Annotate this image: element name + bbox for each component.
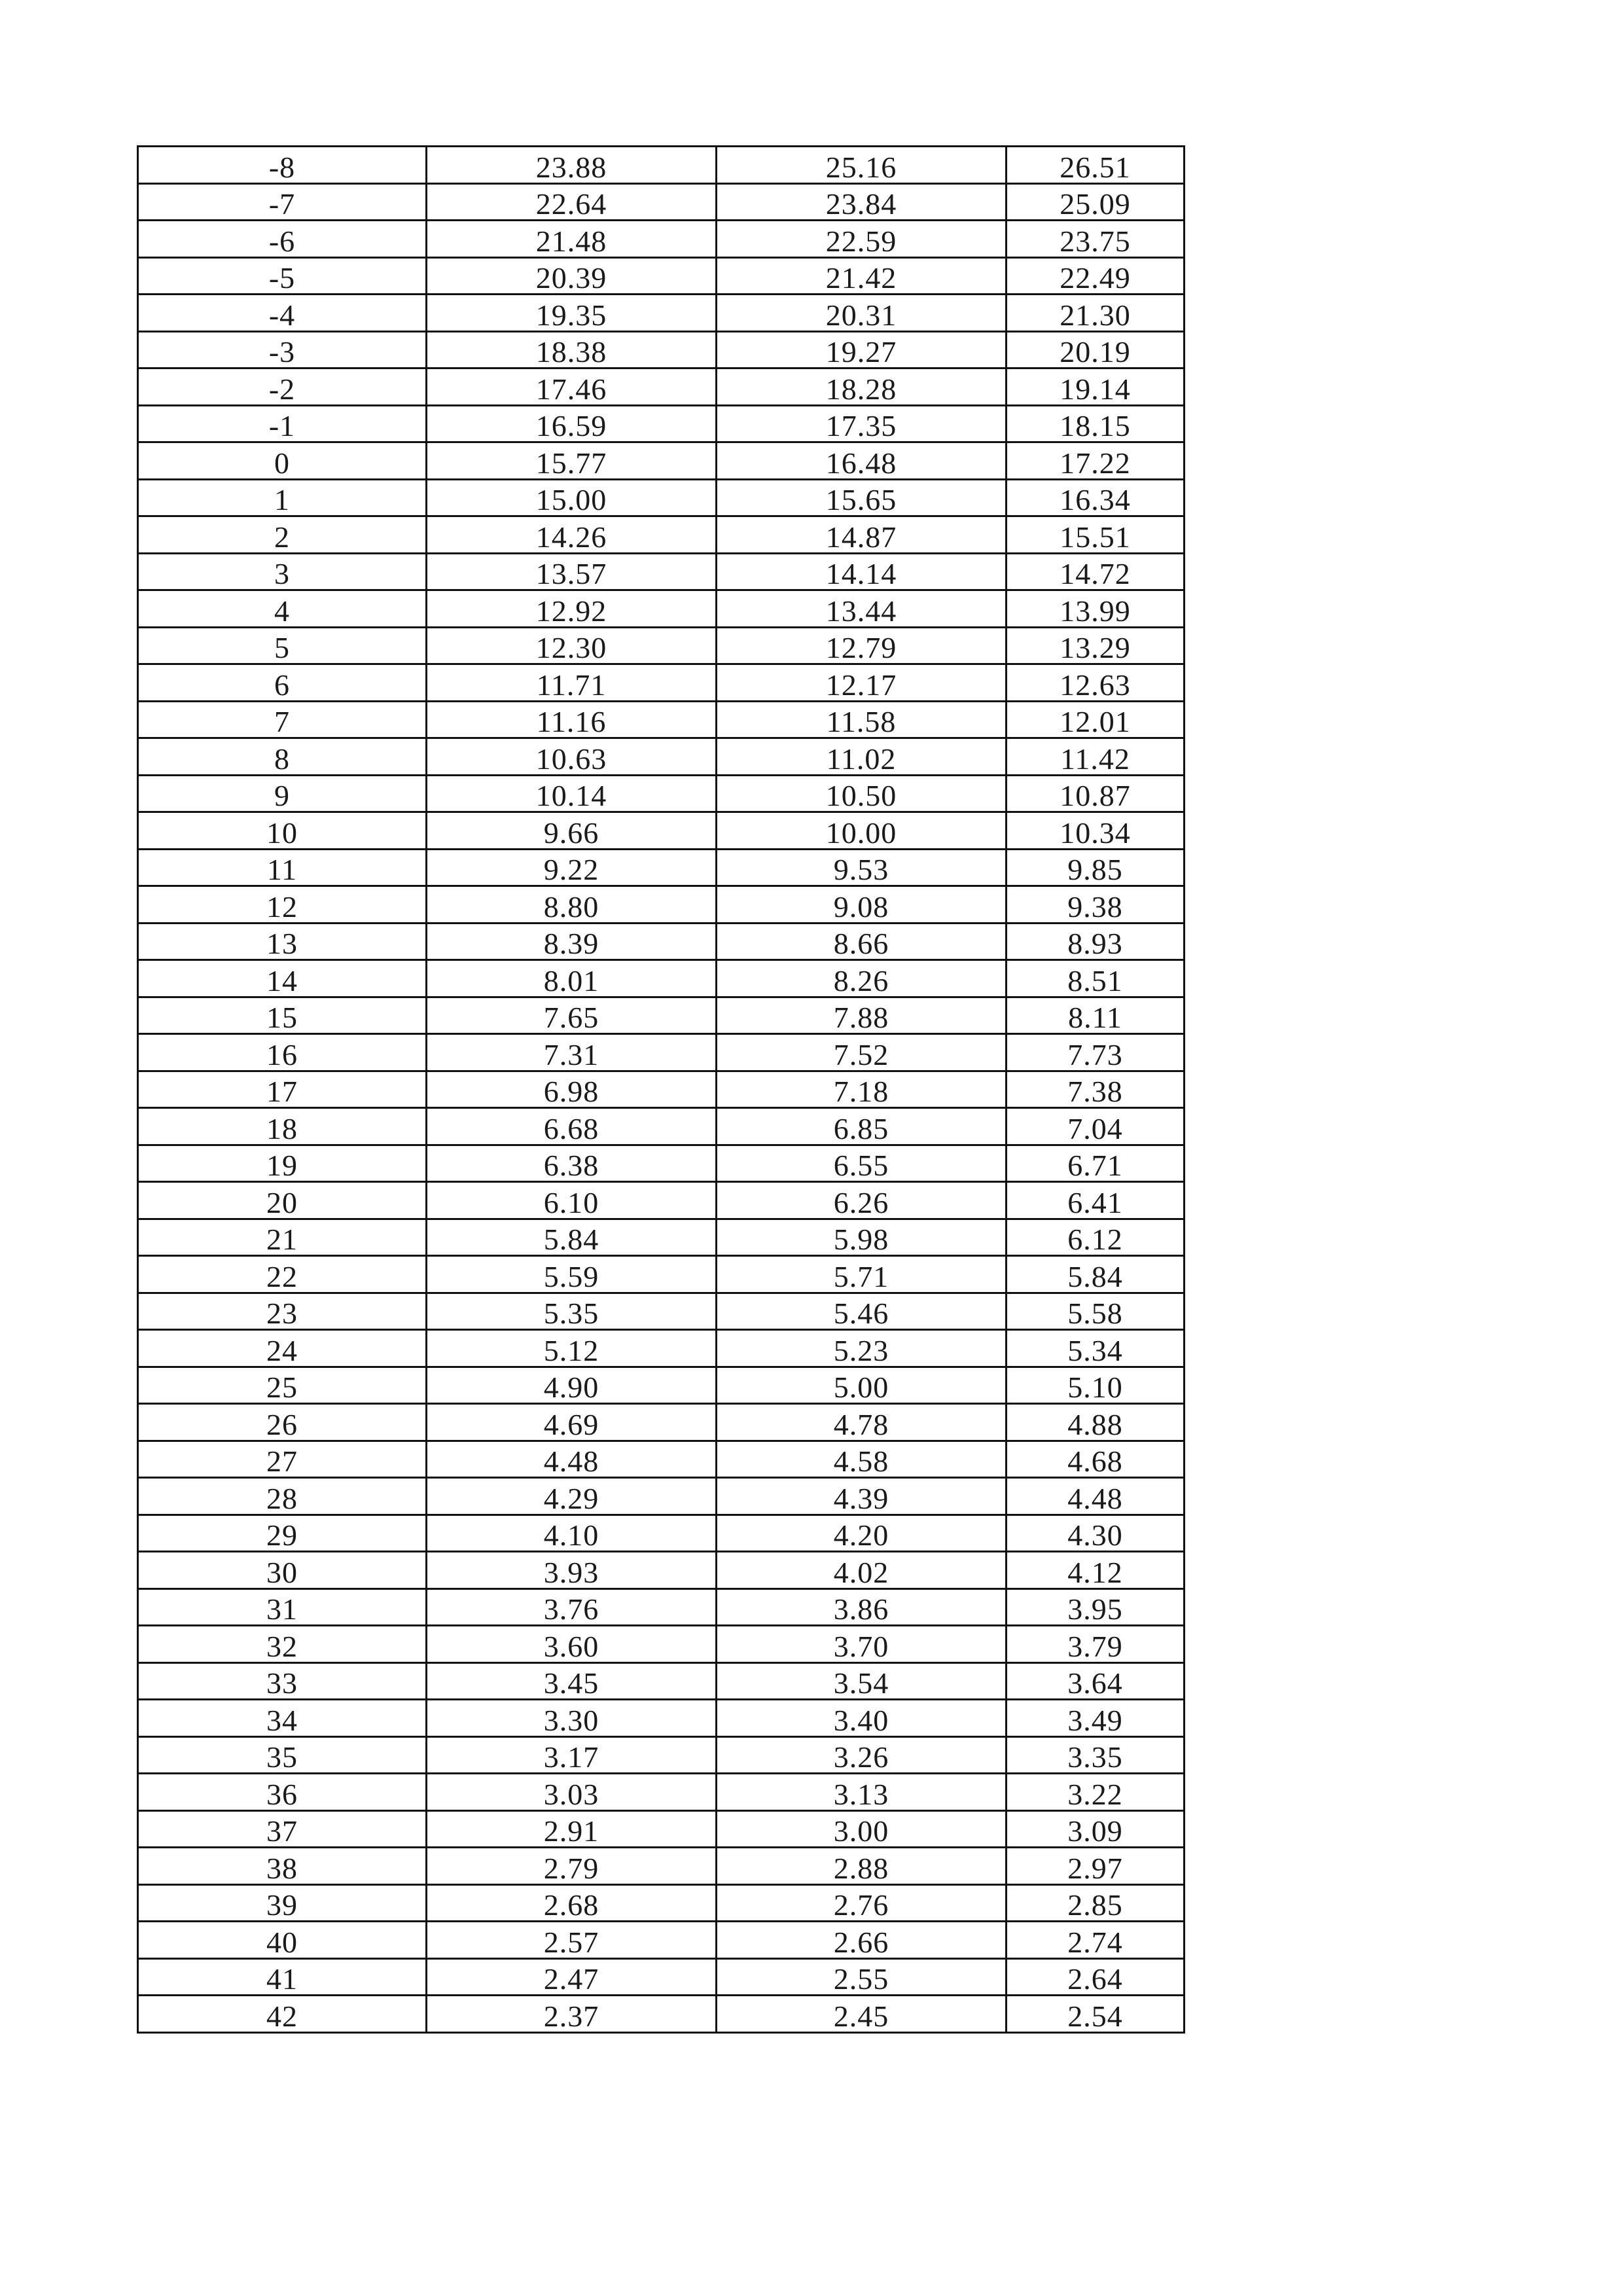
value-cell-c: 4.12 [1007,1552,1185,1589]
value-cell-b: 7.18 [717,1071,1007,1108]
value-cell-b: 21.42 [717,257,1007,295]
table-row [138,1330,1185,1367]
value-cell-b: 13.44 [717,590,1007,628]
value-cell-b: 5.98 [717,1219,1007,1256]
value-cell-a: 5.84 [427,1219,717,1256]
value-cell-a: 4.90 [427,1367,717,1404]
table-row [138,1108,1185,1145]
row-key-cell: 16 [138,1034,427,1071]
value-cell-c: 8.51 [1007,960,1185,997]
row-key-cell: 37 [138,1810,427,1848]
value-cell-a: 2.37 [427,1996,717,2033]
row-key-cell: 32 [138,1626,427,1663]
value-cell-a: 10.63 [427,738,717,776]
row-key-cell: 3 [138,553,427,590]
table-row [138,1182,1185,1219]
table-body [138,147,1185,2033]
table-row [138,849,1185,886]
value-cell-a: 6.38 [427,1145,717,1182]
table-row [138,368,1185,406]
table-row [138,1256,1185,1293]
value-cell-a: 3.45 [427,1662,717,1700]
value-cell-b: 7.52 [717,1034,1007,1071]
value-cell-c: 10.34 [1007,812,1185,850]
value-cell-c: 3.95 [1007,1588,1185,1626]
value-cell-c: 6.12 [1007,1219,1185,1256]
value-cell-b: 12.79 [717,627,1007,664]
value-cell-b: 11.58 [717,701,1007,738]
value-cell-c: 20.19 [1007,331,1185,368]
value-cell-b: 3.40 [717,1700,1007,1737]
data-table [137,145,1185,2034]
value-cell-c: 3.09 [1007,1810,1185,1848]
value-cell-c: 2.54 [1007,1996,1185,2033]
value-cell-b: 3.54 [717,1662,1007,1700]
value-cell-b: 23.84 [717,183,1007,221]
value-cell-c: 4.30 [1007,1515,1185,1552]
value-cell-a: 3.76 [427,1588,717,1626]
value-cell-c: 7.73 [1007,1034,1185,1071]
row-key-cell: 31 [138,1588,427,1626]
row-key-cell: 21 [138,1219,427,1256]
value-cell-b: 9.08 [717,886,1007,924]
value-cell-c: 2.97 [1007,1848,1185,1885]
table-row [138,553,1185,590]
table-row [138,221,1185,258]
value-cell-c: 4.48 [1007,1478,1185,1515]
row-key-cell: 33 [138,1662,427,1700]
row-key-cell: 11 [138,849,427,886]
value-cell-a: 3.17 [427,1736,717,1774]
row-key-cell: -2 [138,368,427,406]
value-cell-b: 14.14 [717,553,1007,590]
value-cell-a: 4.69 [427,1404,717,1441]
value-cell-b: 15.65 [717,479,1007,516]
row-key-cell: -5 [138,257,427,295]
value-cell-a: 3.93 [427,1552,717,1589]
table-row [138,1700,1185,1737]
row-key-cell: 4 [138,590,427,628]
table-row [138,147,1185,184]
value-cell-c: 5.34 [1007,1330,1185,1367]
value-cell-c: 15.51 [1007,516,1185,554]
value-cell-a: 14.26 [427,516,717,554]
value-cell-b: 2.55 [717,1958,1007,1996]
value-cell-a: 11.16 [427,701,717,738]
row-key-cell: 6 [138,664,427,702]
value-cell-a: 22.64 [427,183,717,221]
value-cell-b: 4.02 [717,1552,1007,1589]
row-key-cell: -6 [138,221,427,258]
value-cell-c: 6.71 [1007,1145,1185,1182]
row-key-cell: 42 [138,1996,427,2033]
row-key-cell: 17 [138,1071,427,1108]
table-row [138,516,1185,554]
value-cell-a: 3.60 [427,1626,717,1663]
table-row [138,1441,1185,1478]
value-cell-a: 10.14 [427,775,717,812]
table-row [138,257,1185,295]
value-cell-b: 10.50 [717,775,1007,812]
value-cell-a: 13.57 [427,553,717,590]
value-cell-a: 21.48 [427,221,717,258]
value-cell-b: 3.86 [717,1588,1007,1626]
row-key-cell: 22 [138,1256,427,1293]
row-key-cell: 2 [138,516,427,554]
table-row [138,405,1185,442]
row-key-cell: 25 [138,1367,427,1404]
value-cell-c: 2.85 [1007,1884,1185,1922]
row-key-cell: 41 [138,1958,427,1996]
value-cell-c: 26.51 [1007,147,1185,184]
value-cell-a: 16.59 [427,405,717,442]
value-cell-a: 6.10 [427,1182,717,1219]
row-key-cell: 12 [138,886,427,924]
value-cell-b: 8.66 [717,923,1007,960]
row-key-cell: 34 [138,1700,427,1737]
value-cell-c: 17.22 [1007,442,1185,480]
value-cell-b: 3.00 [717,1810,1007,1848]
value-cell-b: 8.26 [717,960,1007,997]
row-key-cell: 27 [138,1441,427,1478]
value-cell-a: 7.65 [427,997,717,1034]
row-key-cell: 0 [138,442,427,480]
table-row [138,1810,1185,1848]
value-cell-c: 3.79 [1007,1626,1185,1663]
value-cell-b: 20.31 [717,295,1007,332]
table-row [138,1145,1185,1182]
value-cell-a: 9.22 [427,849,717,886]
value-cell-b: 19.27 [717,331,1007,368]
row-key-cell: 5 [138,627,427,664]
value-cell-b: 5.46 [717,1293,1007,1330]
table-row [138,1922,1185,1959]
value-cell-b: 3.13 [717,1774,1007,1811]
value-cell-c: 25.09 [1007,183,1185,221]
row-key-cell: 38 [138,1848,427,1885]
row-key-cell: 40 [138,1922,427,1959]
row-key-cell: 8 [138,738,427,776]
table-row [138,1552,1185,1589]
value-cell-b: 4.58 [717,1441,1007,1478]
value-cell-c: 14.72 [1007,553,1185,590]
table-row [138,960,1185,997]
table-row [138,664,1185,702]
value-cell-b: 18.28 [717,368,1007,406]
row-key-cell: -7 [138,183,427,221]
value-cell-b: 5.71 [717,1256,1007,1293]
value-cell-b: 4.78 [717,1404,1007,1441]
value-cell-b: 14.87 [717,516,1007,554]
row-key-cell: -4 [138,295,427,332]
value-cell-b: 5.00 [717,1367,1007,1404]
row-key-cell: 13 [138,923,427,960]
value-cell-a: 18.38 [427,331,717,368]
table-row [138,1774,1185,1811]
row-key-cell: -8 [138,147,427,184]
table-row [138,1367,1185,1404]
table-row [138,183,1185,221]
value-cell-a: 8.80 [427,886,717,924]
value-cell-b: 4.39 [717,1478,1007,1515]
table-row [138,479,1185,516]
table-row [138,1626,1185,1663]
row-key-cell: -1 [138,405,427,442]
table-row [138,295,1185,332]
value-cell-a: 20.39 [427,257,717,295]
value-cell-c: 16.34 [1007,479,1185,516]
value-cell-a: 5.35 [427,1293,717,1330]
row-key-cell: 28 [138,1478,427,1515]
value-cell-b: 25.16 [717,147,1007,184]
value-cell-a: 5.12 [427,1330,717,1367]
value-cell-a: 7.31 [427,1034,717,1071]
value-cell-c: 2.64 [1007,1958,1185,1996]
value-cell-c: 6.41 [1007,1182,1185,1219]
value-cell-a: 15.77 [427,442,717,480]
value-cell-c: 4.68 [1007,1441,1185,1478]
value-cell-c: 5.58 [1007,1293,1185,1330]
value-cell-a: 2.79 [427,1848,717,1885]
table-row [138,1588,1185,1626]
table-row [138,886,1185,924]
value-cell-c: 7.38 [1007,1071,1185,1108]
table-row [138,1515,1185,1552]
row-key-cell: 20 [138,1182,427,1219]
table-row [138,1404,1185,1441]
value-cell-b: 3.70 [717,1626,1007,1663]
row-key-cell: 36 [138,1774,427,1811]
value-cell-a: 3.30 [427,1700,717,1737]
value-cell-c: 9.38 [1007,886,1185,924]
value-cell-b: 12.17 [717,664,1007,702]
value-cell-c: 7.04 [1007,1108,1185,1145]
row-key-cell: 26 [138,1404,427,1441]
value-cell-b: 11.02 [717,738,1007,776]
row-key-cell: 1 [138,479,427,516]
value-cell-c: 3.22 [1007,1774,1185,1811]
table-row [138,1884,1185,1922]
row-key-cell: 9 [138,775,427,812]
value-cell-b: 6.55 [717,1145,1007,1182]
table-row [138,812,1185,850]
table-row [138,1071,1185,1108]
table-row [138,1996,1185,2033]
value-cell-a: 2.68 [427,1884,717,1922]
value-cell-b: 9.53 [717,849,1007,886]
row-key-cell: 39 [138,1884,427,1922]
value-cell-a: 12.92 [427,590,717,628]
table-row [138,775,1185,812]
row-key-cell: 30 [138,1552,427,1589]
table-row [138,1662,1185,1700]
row-key-cell: -3 [138,331,427,368]
value-cell-c: 9.85 [1007,849,1185,886]
table-row [138,923,1185,960]
value-cell-a: 2.91 [427,1810,717,1848]
value-cell-b: 3.26 [717,1736,1007,1774]
value-cell-a: 8.01 [427,960,717,997]
value-cell-c: 22.49 [1007,257,1185,295]
value-cell-c: 2.74 [1007,1922,1185,1959]
table-row [138,738,1185,776]
value-cell-a: 6.98 [427,1071,717,1108]
value-cell-a: 2.57 [427,1922,717,1959]
table-row [138,1478,1185,1515]
value-cell-c: 3.35 [1007,1736,1185,1774]
value-cell-b: 16.48 [717,442,1007,480]
value-cell-c: 8.11 [1007,997,1185,1034]
table-row [138,701,1185,738]
table-row [138,1293,1185,1330]
value-cell-b: 17.35 [717,405,1007,442]
value-cell-b: 2.76 [717,1884,1007,1922]
value-cell-a: 3.03 [427,1774,717,1811]
value-cell-c: 8.93 [1007,923,1185,960]
value-cell-c: 19.14 [1007,368,1185,406]
value-cell-a: 4.48 [427,1441,717,1478]
table-row [138,1848,1185,1885]
value-cell-a: 19.35 [427,295,717,332]
row-key-cell: 15 [138,997,427,1034]
table-row [138,1736,1185,1774]
row-key-cell: 10 [138,812,427,850]
value-cell-c: 4.88 [1007,1404,1185,1441]
value-cell-b: 2.45 [717,1996,1007,2033]
row-key-cell: 24 [138,1330,427,1367]
value-cell-b: 22.59 [717,221,1007,258]
value-cell-a: 4.29 [427,1478,717,1515]
value-cell-b: 5.23 [717,1330,1007,1367]
row-key-cell: 14 [138,960,427,997]
value-cell-a: 6.68 [427,1108,717,1145]
value-cell-c: 12.63 [1007,664,1185,702]
table-row [138,627,1185,664]
row-key-cell: 23 [138,1293,427,1330]
value-cell-b: 6.26 [717,1182,1007,1219]
value-cell-c: 11.42 [1007,738,1185,776]
row-key-cell: 19 [138,1145,427,1182]
value-cell-b: 4.20 [717,1515,1007,1552]
value-cell-c: 12.01 [1007,701,1185,738]
value-cell-b: 2.66 [717,1922,1007,1959]
value-cell-b: 10.00 [717,812,1007,850]
value-cell-c: 18.15 [1007,405,1185,442]
table-row [138,1958,1185,1996]
value-cell-c: 13.99 [1007,590,1185,628]
row-key-cell: 35 [138,1736,427,1774]
value-cell-b: 2.88 [717,1848,1007,1885]
value-cell-b: 7.88 [717,997,1007,1034]
value-cell-a: 15.00 [427,479,717,516]
value-cell-c: 5.10 [1007,1367,1185,1404]
value-cell-c: 23.75 [1007,221,1185,258]
value-cell-a: 2.47 [427,1958,717,1996]
row-key-cell: 7 [138,701,427,738]
value-cell-c: 3.64 [1007,1662,1185,1700]
value-cell-c: 10.87 [1007,775,1185,812]
value-cell-c: 21.30 [1007,295,1185,332]
value-cell-a: 23.88 [427,147,717,184]
table-row [138,997,1185,1034]
table-row [138,1034,1185,1071]
value-cell-a: 5.59 [427,1256,717,1293]
value-cell-c: 13.29 [1007,627,1185,664]
value-cell-a: 9.66 [427,812,717,850]
value-cell-a: 17.46 [427,368,717,406]
value-cell-a: 12.30 [427,627,717,664]
value-cell-c: 5.84 [1007,1256,1185,1293]
table-row [138,331,1185,368]
row-key-cell: 29 [138,1515,427,1552]
table-row [138,442,1185,480]
value-cell-b: 6.85 [717,1108,1007,1145]
value-cell-c: 3.49 [1007,1700,1185,1737]
table-row [138,590,1185,628]
value-cell-a: 4.10 [427,1515,717,1552]
row-key-cell: 18 [138,1108,427,1145]
table-row [138,1219,1185,1256]
value-cell-a: 8.39 [427,923,717,960]
value-cell-a: 11.71 [427,664,717,702]
